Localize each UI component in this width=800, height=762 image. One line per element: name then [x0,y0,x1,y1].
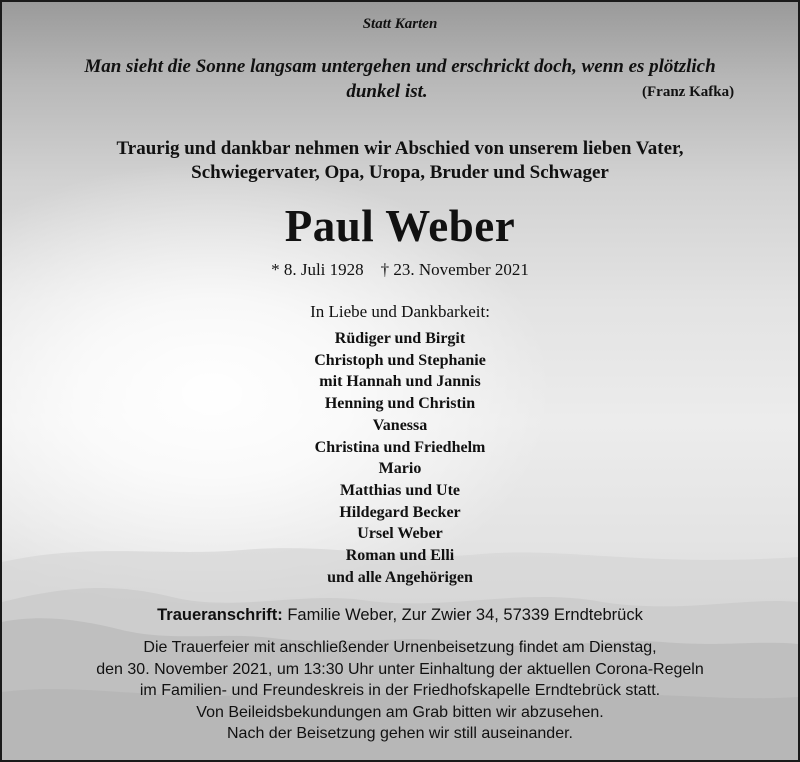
mourner-name: Hildegard Becker [339,503,461,521]
service-line: den 30. November 2021, um 13:30 Uhr unter Einhaltung der aktuellen Corona-Regeln [96,660,704,678]
service-line: Von Beileidsbekundungen am Grab bitten wir abzusehen. [196,703,604,721]
statt-karten-label: Statt Karten [362,16,438,32]
mourner-name: Vanessa [372,416,428,434]
mourner-name: und alle Angehörigen [327,568,473,586]
mourners-list [2,328,798,588]
mourners-heading: In Liebe und Dankbarkeit: [310,302,490,321]
deceased-name: Paul Weber [284,201,516,251]
mourner-name: Christina und Friedhelm [314,438,486,456]
address-value: Familie Weber, Zur Zwier 34, 57339 Erndtebrück [282,606,643,624]
mourner-name: Ursel Weber [357,525,443,543]
intro-line-1: Traurig und dankbar nehmen wir Abschied von unserem lieben Vater, [116,138,684,159]
service-line: Nach der Beisetzung gehen wir still auseinander. [227,725,573,743]
mourner-name: Christoph und Stephanie [314,351,486,369]
intro-line-2: Schwiegervater, Opa, Uropa, Bruder und Schwager [191,162,609,183]
service-info [2,637,798,745]
mourner-name: Roman und Elli [345,547,455,565]
quote-line-2: dunkel ist. [346,81,428,102]
mourner-name: mit Hannah und Jannis [319,373,481,391]
address-label: Traueranschrift: [157,606,283,624]
quote-author: (Franz Kafka) [642,84,735,100]
quote-line-1: Man sieht die Sonne langsam untergehen und erschrickt doch, wenn es plötzlich [84,56,716,77]
mourner-name: Matthias und Ute [339,481,460,499]
service-line: Die Trauerfeier mit anschließender Urnenbeisetzung findet am Dienstag, [143,639,657,656]
deceased-dates: * 8. Juli 1928 † 23. November 2021 [271,260,529,279]
mourner-name: Rüdiger und Birgit [334,330,466,347]
mourning-address [2,606,798,625]
service-line: im Familien- und Freundeskreis in der Friedhofskapelle Erndtebrück statt. [139,682,661,700]
mourner-name: Henning und Christin [324,395,476,413]
mourner-name: Mario [378,460,422,478]
